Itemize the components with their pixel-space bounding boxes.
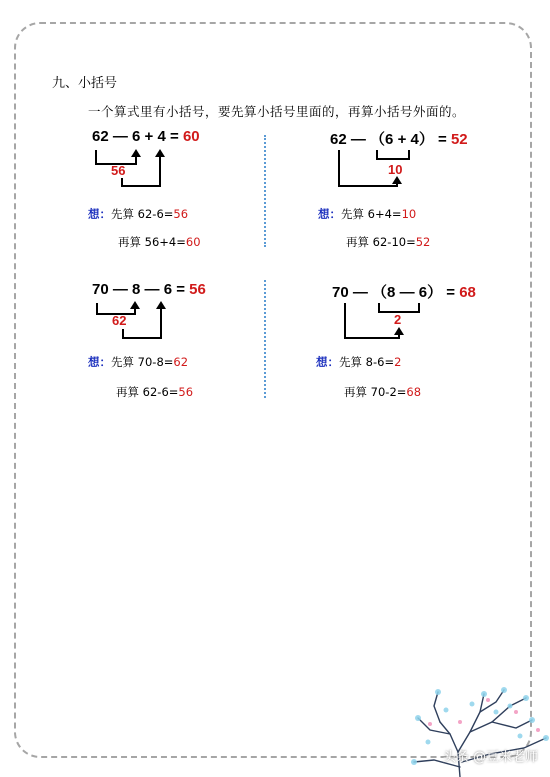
result: 68 xyxy=(459,284,476,301)
equation xyxy=(92,128,200,145)
think-line-2 xyxy=(116,384,193,400)
section-heading: 九、小括号 xyxy=(52,76,118,91)
problem-3 xyxy=(88,281,292,399)
bracket-line xyxy=(344,303,346,339)
intermediate-result: 62 xyxy=(112,313,127,328)
intermediate-result: 10 xyxy=(388,162,403,177)
think-line-1 xyxy=(88,206,188,222)
operand: 6 xyxy=(132,128,141,145)
arrow-up-icon xyxy=(130,301,140,309)
think-label: 想： xyxy=(88,355,111,369)
arrow-up-icon xyxy=(156,301,166,309)
operand: 6 xyxy=(163,281,173,298)
step-result: 60 xyxy=(185,235,201,249)
bracket-close: ） xyxy=(418,131,434,148)
operand: 6 xyxy=(418,284,428,301)
bracket-line xyxy=(160,308,162,339)
bracket-line xyxy=(121,185,161,187)
operator: — xyxy=(112,281,128,298)
arrow-up-icon xyxy=(394,327,404,335)
equals-sign: = xyxy=(170,128,179,145)
think-line-2 xyxy=(346,234,430,250)
think-line-1 xyxy=(318,206,416,222)
think-label: 想： xyxy=(88,207,111,221)
operand: 4 xyxy=(410,131,419,148)
result: 60 xyxy=(182,128,200,145)
step-text: 先算 70-8= xyxy=(111,355,174,369)
step-result: 10 xyxy=(401,207,417,221)
bracket-line xyxy=(418,303,420,313)
intro-text: 一个算式里有小括号，要先算小括号里面的，再算小括号外面的。 xyxy=(88,104,466,119)
equals-sign: = xyxy=(176,281,185,298)
operand: 70 xyxy=(332,284,349,301)
problem-2 xyxy=(318,128,530,249)
result: 56 xyxy=(189,281,206,298)
step-result: 68 xyxy=(406,385,422,399)
step-text: 再算 62-10= xyxy=(346,235,416,249)
operand: 6 xyxy=(385,131,394,148)
step-text: 再算 62-6= xyxy=(116,385,179,399)
equation xyxy=(330,128,468,149)
operator: — xyxy=(350,131,366,148)
bracket-line xyxy=(338,150,340,187)
result: 52 xyxy=(450,131,468,148)
equation xyxy=(332,281,476,302)
step-result: 56 xyxy=(178,385,194,399)
bracket-open: （ xyxy=(372,284,388,301)
bracket-line xyxy=(134,308,136,315)
step-result: 56 xyxy=(173,207,189,221)
bracket-line xyxy=(95,150,97,164)
bracket-open: （ xyxy=(370,131,386,148)
step-text: 再算 70-2= xyxy=(344,385,407,399)
bracket-line xyxy=(122,337,162,339)
arrow-up-icon xyxy=(155,149,165,157)
arrow-up-icon xyxy=(392,176,402,184)
think-line-1 xyxy=(316,354,401,370)
operand: 62 xyxy=(92,128,109,145)
step-result: 62 xyxy=(173,355,189,369)
equals-sign: = xyxy=(446,284,456,301)
think-line-1 xyxy=(88,354,188,370)
operand: 8 xyxy=(387,284,396,301)
step-text: 先算 8-6= xyxy=(339,355,395,369)
problem-4 xyxy=(316,281,532,399)
intermediate-result: 2 xyxy=(394,312,402,327)
think-label: 想： xyxy=(316,355,339,369)
watermark: 头条 @豆米老师 xyxy=(442,750,538,765)
think-line-2 xyxy=(118,234,201,250)
intermediate-result: 56 xyxy=(111,163,126,178)
operator: + xyxy=(144,128,154,145)
operator: — xyxy=(399,284,415,301)
step-result: 2 xyxy=(394,355,402,369)
operator: + xyxy=(397,131,407,148)
operand: 4 xyxy=(157,128,166,145)
equation xyxy=(92,281,206,298)
bracket-line xyxy=(159,156,161,187)
operand: 8 xyxy=(132,281,141,298)
bracket-line xyxy=(408,150,410,160)
step-result: 52 xyxy=(415,235,431,249)
operator: — xyxy=(112,128,128,145)
think-line-2 xyxy=(344,384,421,400)
bracket-line xyxy=(376,158,410,160)
step-text: 先算 62-6= xyxy=(111,207,174,221)
think-label: 想： xyxy=(318,207,341,221)
bracket-line xyxy=(398,335,400,339)
operator: — xyxy=(144,281,160,298)
problem-1 xyxy=(88,128,292,249)
operand: 70 xyxy=(92,281,109,298)
arrow-up-icon xyxy=(131,149,141,157)
step-text: 先算 6+4= xyxy=(341,207,402,221)
operator: — xyxy=(352,284,368,301)
step-text: 再算 56+4= xyxy=(118,235,186,249)
bracket-line xyxy=(135,156,137,165)
operand: 62 xyxy=(330,131,347,148)
bracket-line xyxy=(344,337,400,339)
bracket-line xyxy=(338,185,398,187)
equals-sign: = xyxy=(438,131,447,148)
bracket-close: ） xyxy=(427,284,443,301)
